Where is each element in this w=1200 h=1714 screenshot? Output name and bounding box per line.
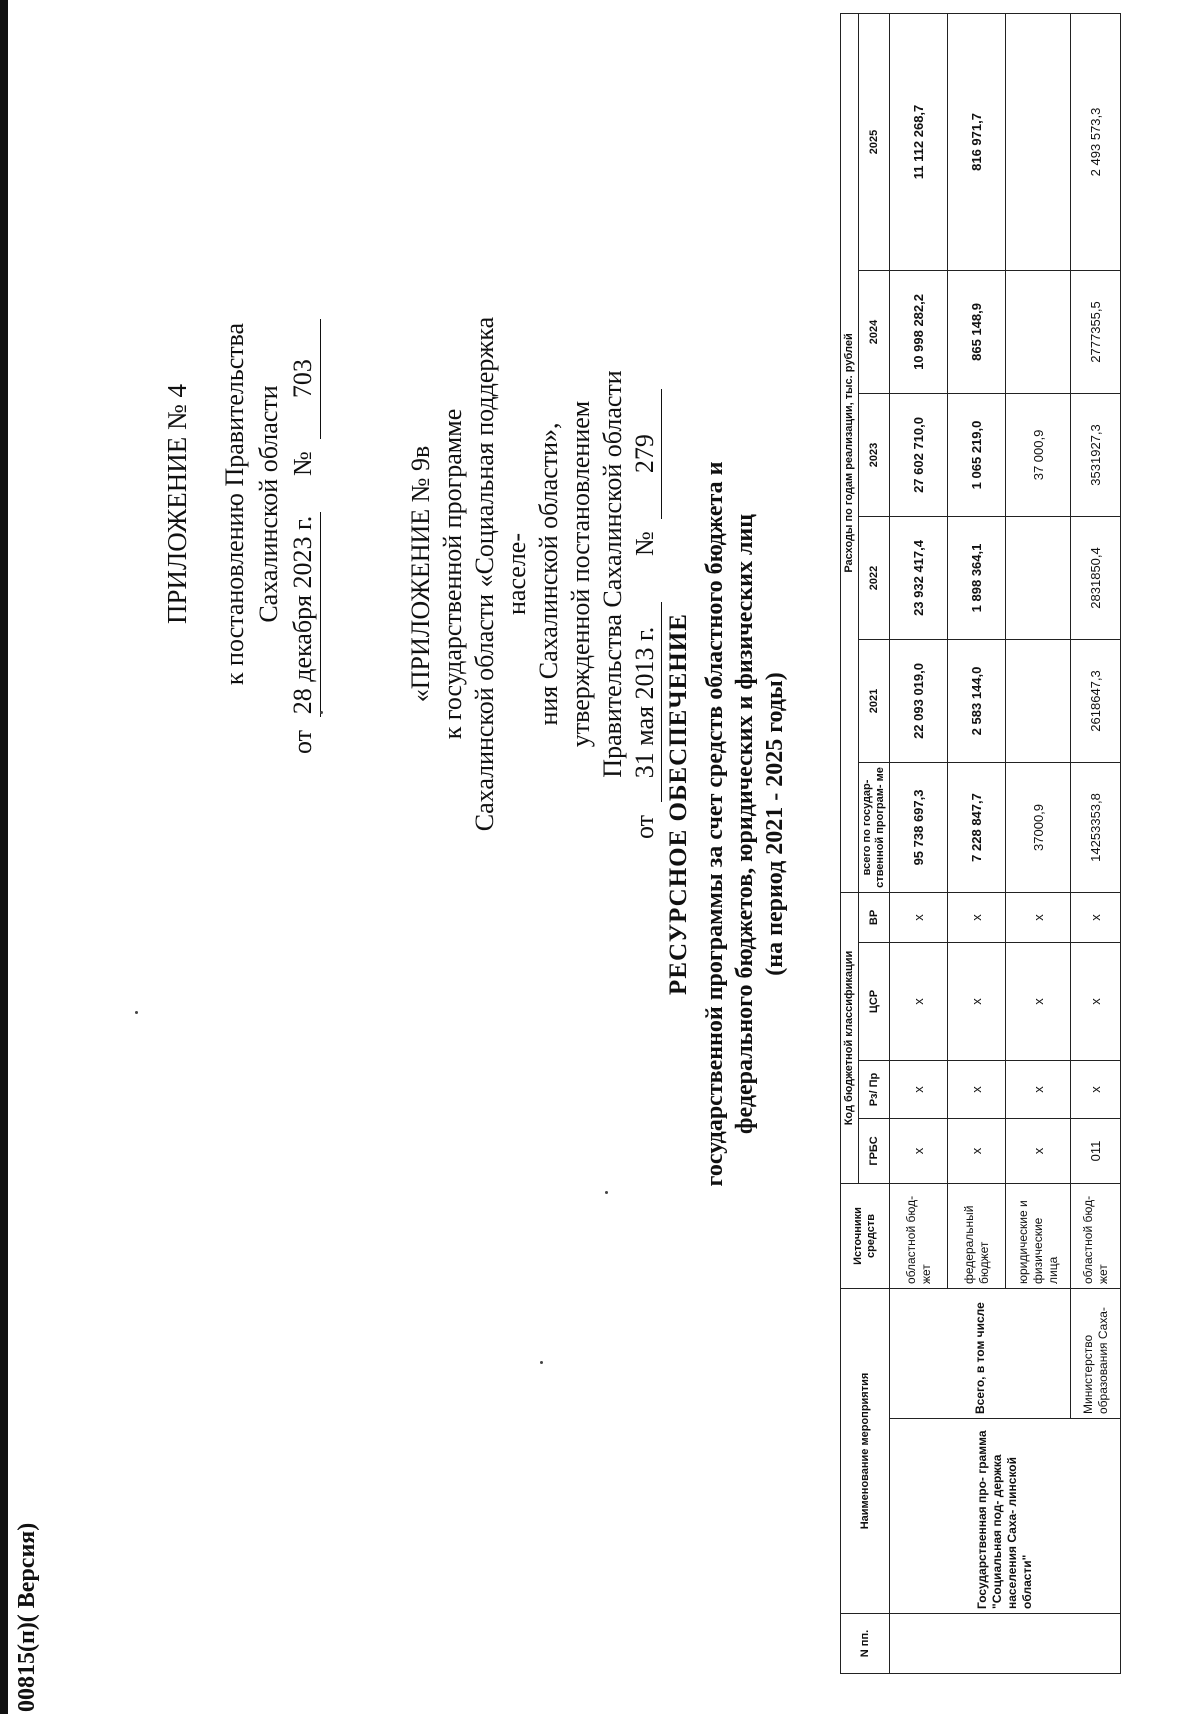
y2022-cell [1006,516,1071,639]
header-rz-pr: Рз/ Пр [859,1061,890,1119]
y2023-cell: 37 000,9 [1006,393,1071,516]
subtitle-line-1: государственной программы за счет средств областного бюджета и [702,461,728,1187]
table-row [890,13,948,1673]
header-budget-code: Код бюджетной классификации [841,892,859,1183]
appendix-title: ПРИЛОЖЕНИЕ № 4 [162,383,192,625]
y2023-cell: 27 602 710,0 [890,393,948,516]
annex-header [405,294,662,854]
y2022-cell: 23 932 417,4 [890,516,948,639]
total-cell: 7 228 847,7 [948,762,1006,892]
total-cell: 37000,9 [1006,762,1071,892]
grbs-cell: x [890,1119,948,1184]
header-csr: ЦСР [859,943,890,1061]
total-cell: 14253353,8 [1071,762,1121,892]
header-name: Наименование мероприятия [841,1289,890,1614]
organization-cell: Министерство образования Саха- [1071,1289,1121,1419]
y2025-cell [1006,13,1071,270]
y2024-cell: 865 148,9 [948,270,1006,393]
scan-speck [135,1011,138,1014]
header-2025: 2025 [859,13,890,270]
page-bottom-rule [0,0,8,1714]
header-expenses: Расходы по годам реализации, тыс. рублей [841,13,859,892]
total-label-cell: Всего, в том числе [890,1289,1071,1419]
rz-pr-cell: x [1006,1061,1071,1119]
header-2021: 2021 [859,639,890,762]
header-2024: 2024 [859,270,890,393]
y2021-cell: 2 583 144,0 [948,639,1006,762]
vr-cell: x [890,892,948,942]
rz-pr-cell: x [1071,1061,1121,1119]
annex-line-1: к государственной программе [438,408,467,740]
grbs-cell: x [948,1119,1006,1184]
y2024-cell [1006,270,1071,393]
csr-cell: x [948,943,1006,1061]
vr-cell: x [1006,892,1071,942]
appendix-number-label: № [288,451,317,476]
source-cell: областной бюд- жет [1071,1184,1121,1289]
scan-speck [320,711,323,714]
header-sources: Источники средств [841,1184,890,1289]
header-total: всего по государ- ственной програм- ме [859,762,890,892]
annex-date: 31 мая 2013 г. [629,602,662,802]
appendix-number: 703 [286,319,321,439]
annex-title: «ПРИЛОЖЕНИЕ № 9в [406,445,435,703]
grbs-cell: x [1006,1119,1071,1184]
header-vr: ВР [859,892,890,942]
annex-line-4: утвержденной постановлением [566,400,595,748]
source-cell: юридические и физические лица [1006,1184,1071,1289]
annex-date-line [629,294,662,854]
rz-pr-cell: x [948,1061,1006,1119]
header-num: N пп. [841,1614,890,1674]
y2021-cell: 22 093 019,0 [890,639,948,762]
y2023-cell: 3531927,3 [1071,393,1121,516]
appendix-from-label: от [288,729,317,754]
appendix-date: 28 декабря 2023 г. [286,512,321,717]
source-cell: федеральный бюджет [948,1184,1006,1289]
header-2022: 2022 [859,516,890,639]
scan-speck [605,1191,608,1194]
subtitle-line-3: (на период 2021 - 2025 годы) [762,672,788,976]
y2022-cell: 1 898 364,1 [948,516,1006,639]
document-version-code: 00815(п)( Версия) [14,1522,40,1712]
resource-table [840,13,1121,1674]
appendix-date-line [286,319,321,754]
subtitle-line-2: федерального бюджетов, юридических и физических лиц [732,513,758,1135]
total-cell: 95 738 697,3 [890,762,948,892]
y2021-cell [1006,639,1071,762]
vr-cell: x [948,892,1006,942]
y2023-cell: 1 065 219,0 [948,393,1006,516]
y2025-cell: 816 971,7 [948,13,1006,270]
annex-line-5: Правительства Сахалинской области [598,370,627,778]
annex-from-label: от [630,814,659,839]
csr-cell: x [1071,943,1121,1061]
source-cell: областной бюд- жет [890,1184,948,1289]
y2021-cell: 2618647,3 [1071,639,1121,762]
rz-pr-cell: x [890,1061,948,1119]
program-name-cell: Государственная про- грамма "Социальная под- держка населения Саха- линской области" [890,1419,1121,1614]
appendix-line-2: Сахалинской области [254,385,283,623]
y2024-cell: 10 998 282,2 [890,270,948,393]
csr-cell: x [1006,943,1071,1061]
y2024-cell: 2777355,5 [1071,270,1121,393]
annex-number-label: № [630,531,659,556]
scan-speck [540,1361,543,1364]
document-title: РЕСУРСНОЕ ОБЕСПЕЧЕНИЕ [665,613,692,995]
table-header-row [841,13,859,1673]
y2025-cell: 2 493 573,3 [1071,13,1121,270]
annex-line-2: Сахалинской области «Социальная поддержка населе- [470,316,531,832]
row-number-cell [890,1614,1121,1674]
y2025-cell: 11 112 268,7 [890,13,948,270]
grbs-cell: 011 [1071,1119,1121,1184]
vr-cell: x [1071,892,1121,942]
document-subtitle [700,364,790,1284]
header-grbs: ГРБС [859,1119,890,1184]
header-2023: 2023 [859,393,890,516]
annex-number: 279 [629,389,662,519]
annex-line-3: ния Сахалинской области», [534,422,563,726]
csr-cell: x [890,943,948,1061]
y2022-cell: 2831850,4 [1071,516,1121,639]
appendix-line-1: к постановлению Правительства [220,322,249,686]
